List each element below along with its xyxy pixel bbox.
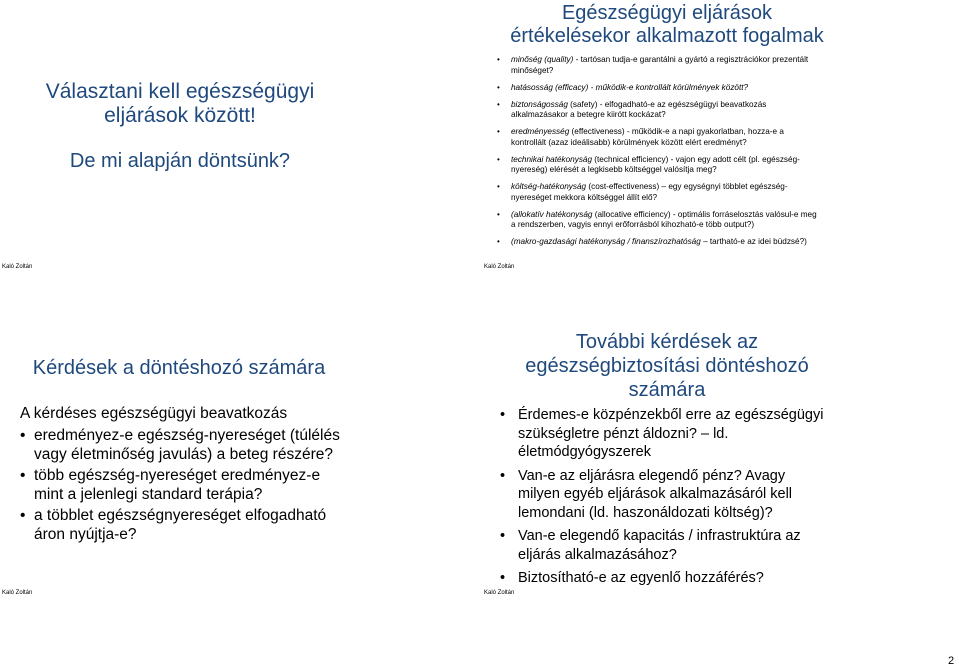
list-item: • Biztosítható-e az egyenlő hozzáférés? [500,569,830,588]
list-item: • (allokatív hatékonyság (allocative efficiency) - optimális forráselosztás valósul-e meg a rendszerben, vagyis ennyi erőforrásból kihozható-e több output?) [497,210,817,231]
list-item: • eredményez-e egészség-nyereséget (túlélés vagy életminőség javulás) a beteg részére? [20,427,345,464]
list-item: • Van-e az eljárásra elegendő pénz? Avagy milyen egyéb eljárások alkalmazásáról kell lemondani (ld. haszonáldozati költség)? [500,467,830,523]
slide-3-intro: A kérdéses egészségügyi beavatkozás [20,405,288,422]
slide-2-author: Kaló Zoltán [484,264,515,270]
list-item: • hatásosság (efficacy) - működik-e kontrollált körülmények között? [497,83,817,94]
list-item: • költség-hatékonyság (cost-effectiveness) – egy egységnyi többlet egészség-nyereséget mekkora költséggel állít elő? [497,182,817,203]
slide-4-title: További kérdések az egészségbiztosítási döntéshozó számára [525,331,809,401]
slide-1-subtitle: De mi alapján döntsünk? [69,150,291,172]
list-item: • biztonságosság (safety) - elfogadható-e az egészségügyi beavatkozás alkalmazásakor a betegre kiirótt kockázat? [497,100,817,121]
list-item: • minőség (quality) - tartósan tudja-e garantálni a gyártó a regisztrációkor prezentált minőséget? [497,55,817,76]
list-item: • Van-e elegendő kapacitás / infrastruktúra az eljárás alkalmazásához? [500,527,830,564]
slide-4-author: Kaló Zoltán [484,590,515,596]
slide-3-title: Kérdések a döntéshozó számára [32,357,326,379]
list-item: • (makro-gazdasági hatékonyság / finanszírozhatóság – tartható-e az idei büdzsé?) [497,237,817,248]
slide-2-list [497,55,817,254]
list-item: • technikai hatékonyság (technical efficiency) - vajon egy adott célt (pl. egészség-nyereség) elérését a legkisebb költséggel valósítja meg? [497,155,817,176]
page-number: 2 [948,655,955,667]
list-item: • Érdemes-e közpénzekből erre az egészségügyi szükségletre pénzt áldozni? – ld. életmódgyógyszerek [500,406,830,462]
list-item: • eredményesség (effectiveness) - működik-e a napi gyakorlatban, hozza-e a kontrollált (azaz ideálisabb) körülmények között elért eredményt? [497,127,817,148]
list-item: • a többlet egészségnyereséget elfogadható áron nyújtja-e? [20,507,345,544]
slide-2-title: Egészségügyi eljárások értékelésekor alkalmazott fogalmak [510,2,824,47]
slide-3-author: Kaló Zoltán [2,590,33,596]
slide-1-title: Választani kell egészségügyi eljárások között! [45,80,315,127]
list-item: • több egészség-nyereséget eredményez-e mint a jelenlegi standard terápia? [20,467,345,504]
slide-4-list [500,406,830,593]
slide-1-author: Kaló Zoltán [2,264,33,270]
slide-3-list [20,427,345,547]
